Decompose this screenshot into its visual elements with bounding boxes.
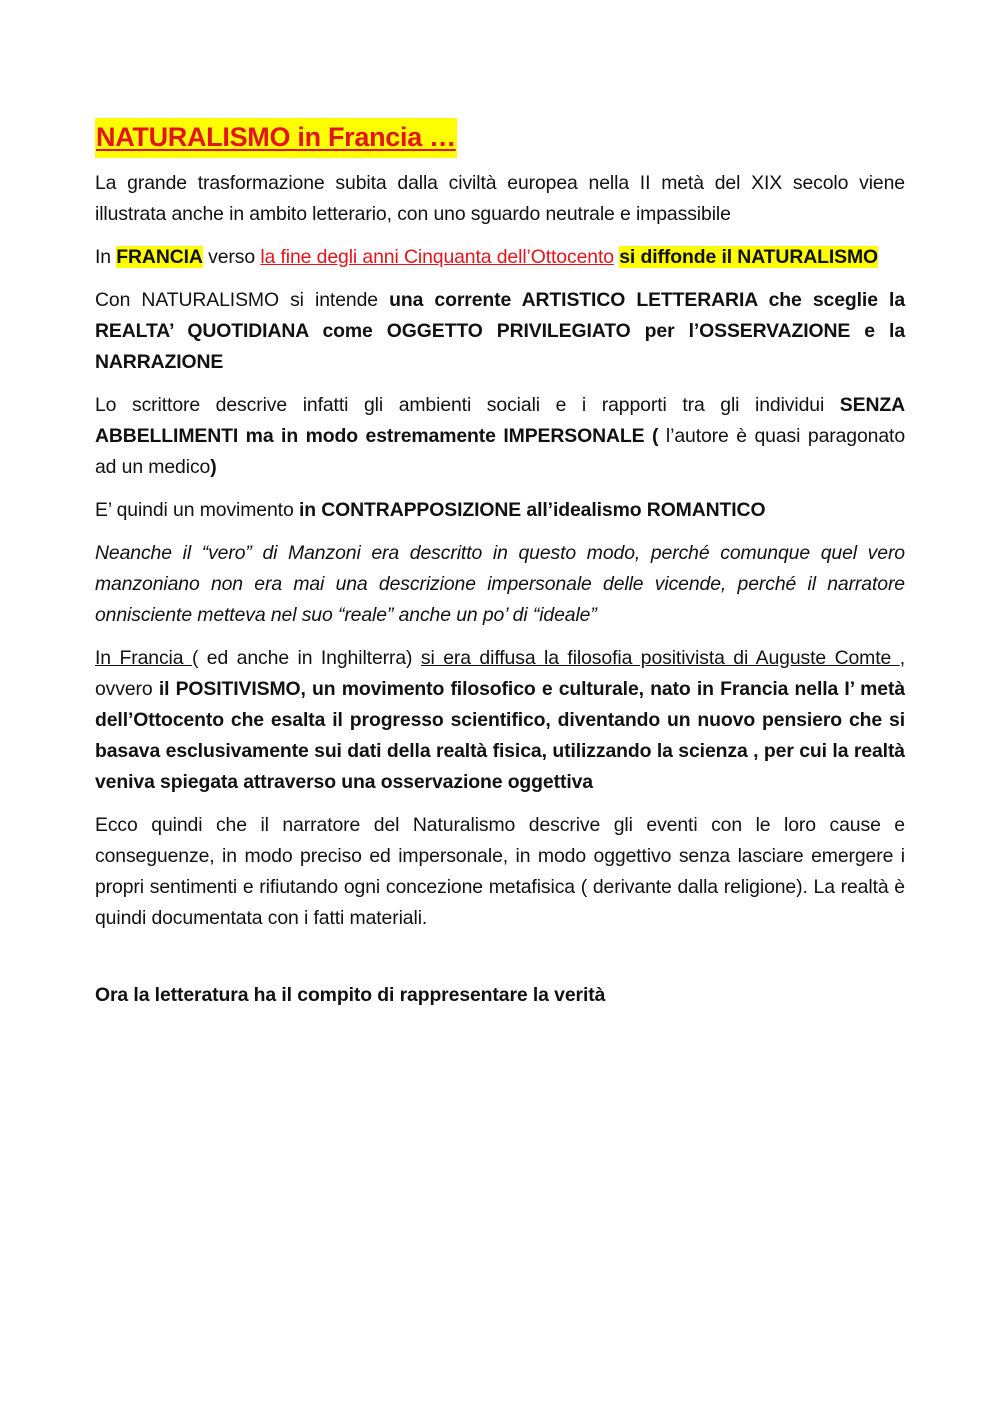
paragraph-movimento xyxy=(95,495,905,526)
text-verso: verso xyxy=(202,246,261,268)
bold-senza-abbellimenti: SENZA ABBELLIMENTI ma in modo estremamente IMPERSONALE ( xyxy=(95,394,905,447)
paragraph-conclusion: Ora la letteratura ha il compito di rappresentare la verità xyxy=(95,984,606,1006)
red-underlined-date: la fine degli anni Cinquanta dell’Ottocento xyxy=(260,246,614,268)
highlight-naturalismo: si diffonde il NATURALISMO xyxy=(619,246,879,268)
paragraph-intro: La grande trasformazione subita dalla civiltà europea nella II metà del XIX secolo viene illustrata anche in ambito letterario, con uno sguardo neutrale e impassibile xyxy=(95,172,905,225)
bold-definition: una corrente ARTISTICO LETTERARIA che sceglie la REALTA’ QUOTIDIANA come OGGETTO PRIVILEGIATO per l’OSSERVAZIONE e la NARRAZIONE xyxy=(95,289,906,373)
highlight-francia: FRANCIA xyxy=(116,246,203,268)
underlined-filosofia-comte: si era diffusa la filosofia positivista di Auguste Comte xyxy=(420,647,900,669)
paragraph-narratore: Ecco quindi che il narratore del Naturalismo descrive gli eventi con le loro cause e conseguenze, in modo preciso ed impersonale, in modo oggettivo senza lasciare emergere i propri sentimenti e rifiutando ogni concezione metafisica ( derivante dalla religione). La realtà è quindi documentata con i fatti materiali. xyxy=(95,814,905,929)
underlined-in-francia: In Francia xyxy=(95,647,192,669)
paragraph-manzoni: Neanche il “vero” di Manzoni era descritto in questo modo, perché comunque quel vero manzoniano non era mai una descrizione impersonale delle vicende, perché il narratore onnisciente metteva nel suo “reale” anche un po’ di “ideale” xyxy=(95,542,905,626)
text-medico: l’autore è quasi paragonato ad un medico xyxy=(95,425,906,478)
bold-positivismo: il POSITIVISMO, un movimento filosofico e culturale, nato in Francia nella I’ metà dell’Ottocento che esalta il progresso scientifico, diventando un nuovo pensiero che si basava esclusivamente sui dati della realtà fisica, utilizzando la scienza , per cui la realtà veniva spiegata attraverso una osservazione oggettiva xyxy=(95,678,905,793)
bold-contrapposizione: in CONTRAPPOSIZIONE all’idealismo ROMANTICO xyxy=(298,499,766,521)
document-page xyxy=(95,118,905,1023)
text-scrittore: Lo scrittore descrive infatti gli ambienti sociali e i rapporti tra gli individui xyxy=(95,394,840,416)
text-movimento: E’ quindi un movimento xyxy=(95,499,299,521)
page-title: NATURALISMO in Francia … xyxy=(95,118,457,158)
paragraph-definition xyxy=(95,285,905,378)
text-inghilterra: ( ed anche in Inghilterra) xyxy=(191,647,421,669)
bold-close-paren: ) xyxy=(210,456,217,478)
text-ovvero: , ovvero xyxy=(95,647,905,700)
paragraph-scrittore xyxy=(95,390,905,483)
paragraph-positivismo xyxy=(95,643,905,798)
text-definition-lead: Con NATURALISMO si intende xyxy=(95,289,390,311)
text-in: In xyxy=(95,246,117,268)
paragraph-francia xyxy=(95,242,905,273)
